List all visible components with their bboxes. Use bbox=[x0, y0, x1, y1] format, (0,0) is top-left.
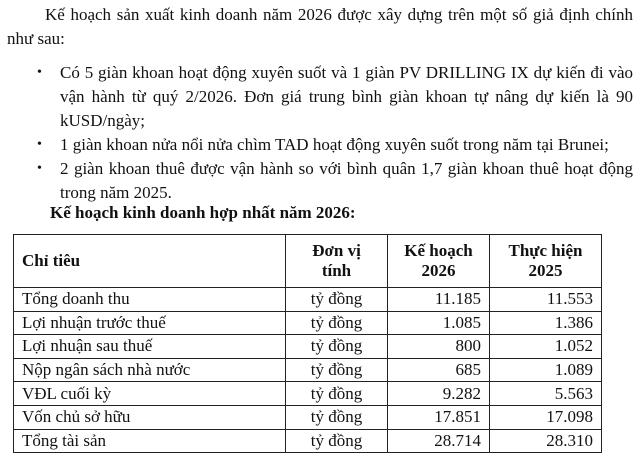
cell-indicator: VĐL cuối kỳ bbox=[14, 382, 286, 406]
bullet-icon: • bbox=[37, 161, 42, 176]
cell-unit: tỷ đồng bbox=[286, 405, 388, 429]
header-actual-2025 bbox=[490, 235, 602, 288]
table-row bbox=[14, 382, 602, 406]
cell-actual-2025: 17.098 bbox=[490, 405, 602, 429]
cell-indicator: Lợi nhuận trước thuế bbox=[14, 311, 286, 335]
list-item bbox=[0, 61, 633, 133]
cell-indicator: Nộp ngân sách nhà nước bbox=[14, 358, 286, 382]
business-plan-table bbox=[13, 234, 602, 453]
table-row bbox=[14, 358, 602, 382]
cell-unit: tỷ đồng bbox=[286, 429, 388, 453]
header-plan-line1: Kế hoạch bbox=[404, 241, 473, 260]
cell-unit: tỷ đồng bbox=[286, 358, 388, 382]
header-indicator: Chỉ tiêu bbox=[14, 235, 286, 288]
table-row bbox=[14, 405, 602, 429]
cell-actual-2025: 11.553 bbox=[490, 288, 602, 312]
header-unit-line2: tính bbox=[321, 261, 352, 280]
list-item-text: 1 giàn khoan nửa nổi nửa chìm TAD hoạt động xuyên suốt trong năm tại Brunei; bbox=[60, 135, 609, 154]
cell-indicator: Tổng doanh thu bbox=[14, 288, 286, 312]
list-item bbox=[0, 157, 633, 205]
cell-unit: tỷ đồng bbox=[286, 382, 388, 406]
list-item-text: 2 giàn khoan thuê được vận hành so với bình quân 1,7 giàn khoan thuê hoạt động trong năm 2025. bbox=[60, 159, 633, 202]
intro-paragraph: Kế hoạch sản xuất kinh doanh năm 2026 được xây dựng trên một số giả định chính như sau: bbox=[7, 5, 633, 48]
header-plan-2026 bbox=[388, 235, 490, 288]
cell-plan-2026: 17.851 bbox=[388, 405, 490, 429]
header-plan-line2: 2026 bbox=[421, 261, 456, 280]
cell-actual-2025: 1.052 bbox=[490, 335, 602, 359]
assumption-list bbox=[0, 61, 633, 205]
cell-unit: tỷ đồng bbox=[286, 288, 388, 312]
cell-plan-2026: 28.714 bbox=[388, 429, 490, 453]
table-title: Kế hoạch kinh doanh hợp nhất năm 2026: bbox=[50, 203, 356, 222]
header-unit-line1: Đơn vị bbox=[312, 241, 361, 260]
cell-plan-2026: 11.185 bbox=[388, 288, 490, 312]
header-unit bbox=[286, 235, 388, 288]
bullet-icon: • bbox=[37, 137, 42, 152]
header-actual-line2: 2025 bbox=[528, 261, 563, 280]
cell-indicator: Vốn chủ sở hữu bbox=[14, 405, 286, 429]
cell-actual-2025: 28.310 bbox=[490, 429, 602, 453]
cell-actual-2025: 1.386 bbox=[490, 311, 602, 335]
list-item-text: Có 5 giàn khoan hoạt động xuyên suốt và 1 giàn PV DRILLING IX dự kiến đi vào vận hành từ quý 2/2026. Đơn giá trung bình giàn khoan tự nâng dự kiến là 90 kUSD/ngày; bbox=[60, 63, 633, 130]
cell-plan-2026: 9.282 bbox=[388, 382, 490, 406]
cell-actual-2025: 1.089 bbox=[490, 358, 602, 382]
table-row bbox=[14, 335, 602, 359]
header-actual-line1: Thực hiện bbox=[508, 241, 583, 260]
cell-indicator: Lợi nhuận sau thuế bbox=[14, 335, 286, 359]
table-row bbox=[14, 288, 602, 312]
list-item bbox=[0, 133, 633, 157]
table-row bbox=[14, 429, 602, 453]
cell-plan-2026: 685 bbox=[388, 358, 490, 382]
table-header-row bbox=[14, 235, 602, 288]
cell-indicator: Tổng tài sản bbox=[14, 429, 286, 453]
cell-actual-2025: 5.563 bbox=[490, 382, 602, 406]
cell-unit: tỷ đồng bbox=[286, 311, 388, 335]
cell-unit: tỷ đồng bbox=[286, 335, 388, 359]
cell-plan-2026: 1.085 bbox=[388, 311, 490, 335]
bullet-icon: • bbox=[37, 65, 42, 80]
cell-plan-2026: 800 bbox=[388, 335, 490, 359]
table-row bbox=[14, 311, 602, 335]
